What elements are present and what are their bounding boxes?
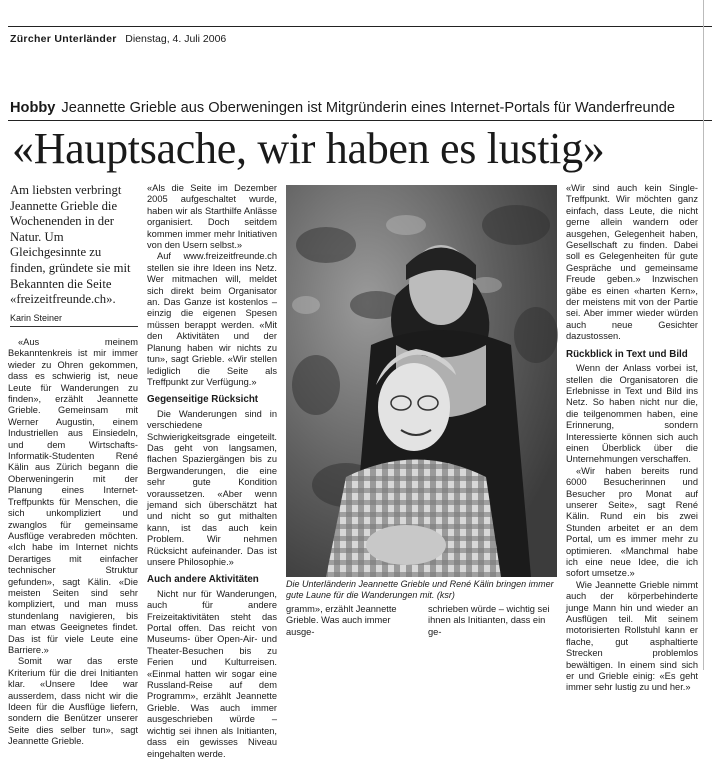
- article-column-2: [147, 183, 277, 759]
- paragraph: «Als die Seite im Dezember 2005 aufgeschaltet wurde, haben wir als Starthilfe Anlässe organisiert. Doch seitdem kommen immer mehr Initiativen von den Usern selbst.»: [147, 183, 277, 251]
- article-column-1: [8, 337, 138, 747]
- lead-paragraph: Am liebsten verbringt Jeannette Grieble die Wochenenden in der Natur. Um Gleichgesinnte zu finden, gründete sie mit Bekannten die Seite «freizeitfreunde.ch».: [10, 183, 131, 307]
- kicker: [10, 100, 675, 116]
- paragraph: «Wir sind auch kein Single-Treffpunkt. Wir möchten ganz einfach, dass Leute, die nicht gerne allein wandern oder ausgehen, Gelegenheit haben, Gesellschaft zu finden. Dabei soll es Gelegenheiten für gute Gespräche und gemeinsame Freude geben.» Inzwischen gäbe es einen «harten Kern», der meistens mit von der Partie sei. Aber immer wieder würden auch neue Gesichter dazustossen.: [566, 183, 698, 342]
- section-label: Hobby: [10, 100, 56, 116]
- paragraph: Wie Jeannette Grieble nimmt auch der körperbehinderte junge Mann hin und wieder an Ausflügen teil. Mit seinem motorisierten Rollstuhl kann er flache, gut asphaltierte Strecken problemlos bewältigen. In einem sind sich er und Grieble einig: «Es geht immer sehr lustig zu und her.»: [566, 579, 698, 693]
- page-edge: [703, 0, 720, 670]
- photo-illustration: [286, 185, 557, 577]
- subheading: Gegenseitige Rücksicht: [147, 394, 259, 406]
- article-photo: [286, 185, 557, 577]
- photo-caption: Die Unterländerin Jeannette Grieble und René Kälin bringen immer gute Laune für die Wanderungen mit. (ksr): [286, 579, 554, 600]
- byline: Karin Steiner: [10, 313, 138, 327]
- paragraph: Die Wanderungen sind in verschiedene Schwierigkeitsgrade eingeteilt. Das geht von langsamen, flachen Spaziergängen bis zu Bergwanderungen, die eine sehr gute Kondition voraussetzen. «Aber wenn jemand sich überschätzt hat und nicht so gut mithalten kann, ist das auch kein Problem. Wir nehmen Rücksicht aufeinander. Das ist unsere Philosophie.»: [147, 408, 277, 567]
- paragraph: Auf www.freizeitfreunde.ch stellen sie ihre Ideen ins Netz. Wer mitmachen will, meldet sich direkt beim Organisator an. Das Ganze ist kostenlos – einzig die eigenen Spesen müssen berappt werden. «Mit den Aktivitäten und der Planung haben wir nichts zu tun», sagt Grieble. «Wir stellen lediglich die Seite als Treffpunkt zur Verfügung.»: [147, 251, 277, 387]
- kicker-rule: [8, 120, 712, 121]
- paragraph: «Wir haben bereits rund 6000 Besucherinnen und Besucher pro Monat auf unserer Seite», sagt René Kälin. Rund ein bis zwei Stunden arbeitet er an dem Portal, um es immer mehr zu optimieren. «Manchmal habe ich eine neue Idee, die ich sofort umsetze.»: [566, 465, 698, 579]
- paper-name: Zürcher Unterländer: [10, 33, 117, 45]
- subheading: Rückblick in Text und Bild: [566, 348, 688, 360]
- top-rule: [8, 26, 712, 27]
- paragraph: Somit war das erste Kriterium für die drei Initianten klar. «Unsere Idee war ausserdem, dass nicht wir die Ideen für die Ausflüge liefern, sondern die Benützer unserer Seite dies selber tun», sagt Jeannette Grieble.: [8, 656, 138, 747]
- kicker-text: Jeannette Grieble aus Oberweningen ist Mitgründerin eines Internet-Portals für Wanderfreunde: [61, 100, 675, 116]
- continuation-text: schrieben würde – wichtig sei ihnen als Initianten, dass ein ge-: [428, 604, 550, 637]
- masthead: [10, 33, 226, 45]
- issue-date: Dienstag, 4. Juli 2006: [125, 33, 227, 45]
- article-column-4: [566, 183, 698, 693]
- paragraph: Wenn der Anlass vorbei ist, stellen die Organisatoren die Erlebnisse in Text und Bild ins Netz. So haben nicht nur die, die teilgenommen haben, eine Erinnerung, sondern Interessierte können sich auch einen Überblick über die Unternehmungen verschaffen.: [566, 363, 698, 465]
- paragraph: «Aus meinem Bekanntenkreis ist mir immer wieder zu Ohren gekommen, dass es schwierig ist, neue Leute für Wanderungen zu finden», erzählt Jeannette Grieble. Gemeinsam mit Werner Augustin, einem Industriellen aus Einsiedeln, und dem Wirtschafts-Informatik-Studenten René Kälin aus Zürich begann die Oberweningerin mit der Planung eines Internet-Treffpunkts für Menschen, die sich unkompliziert und zwanglos für gemeinsame Ausflüge verabreden möchten. «Ich habe im Internet nichts Derartiges mit einfacher technischer Struktur gefunden», sagt Kälin. «Die meisten Seiten sind sehr kompliziert, und man muss stundenlang navigieren, bis man etwas Geeignetes findet. Das ist für viele Leute eine Barriere.»: [8, 337, 138, 655]
- paragraph: Nicht nur für Wanderungen, auch für andere Freizeitaktivitäten steht das Portal offen. Das reicht von Museums- über Open-Air- und Theater-Besuchen bis zu Ferien und Kulturreisen. «Einmal hatten wir sogar eine Russland-Reise auf dem Programm», erzählt Jeannette Grieble. Was auch immer ausgeschrieben würde – wichtig sei ihnen als Initianten, dass ein gewisses Niveau eingehalten werde.: [147, 588, 277, 759]
- headline: «Hauptsache, wir haben es lustig»: [12, 124, 605, 173]
- continuation-text: gramm», erzählt Jeannette Grieble. Was auch immer ausge-: [286, 604, 397, 637]
- subheading: Auch andere Aktivitäten: [147, 574, 259, 586]
